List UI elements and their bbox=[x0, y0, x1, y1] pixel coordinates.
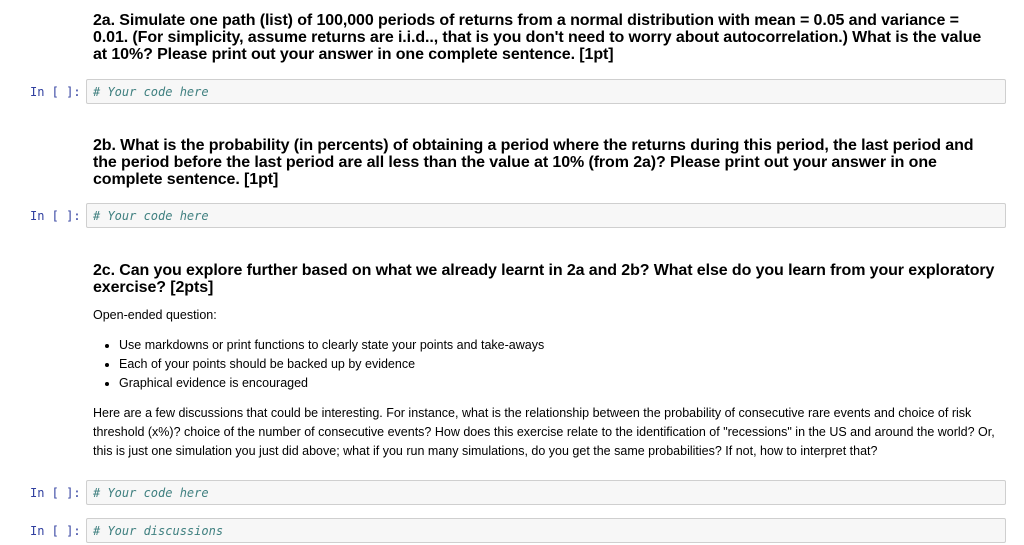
cell-prompt: In [ ]: bbox=[30, 524, 81, 538]
code-cell-2b[interactable] bbox=[86, 203, 1006, 228]
markdown-cell-2b[interactable] bbox=[93, 137, 998, 188]
code-comment[interactable]: # Your discussions bbox=[93, 524, 224, 538]
code-cell-discussion[interactable] bbox=[86, 518, 1006, 543]
code-cell-2c[interactable] bbox=[86, 480, 1006, 505]
question-2c-heading: 2c. Can you explore further based on what we already learnt in 2a and 2b? What else do you learn from your exploratory exercise? [2pts] bbox=[93, 262, 995, 296]
bullet-list bbox=[93, 336, 998, 393]
cell-prompt: In [ ]: bbox=[30, 486, 81, 500]
list-item: • Each of your points should be backed up by evidence bbox=[119, 355, 998, 374]
cell-prompt: In [ ]: bbox=[30, 209, 81, 223]
cell-prompt: In [ ]: bbox=[30, 85, 81, 99]
code-comment[interactable]: # Your code here bbox=[93, 85, 209, 99]
list-item: • Graphical evidence is encouraged bbox=[119, 374, 998, 393]
markdown-cell-2c[interactable] bbox=[93, 262, 998, 461]
intro-text: Open-ended question: bbox=[93, 308, 217, 322]
code-comment[interactable]: # Your code here bbox=[93, 486, 209, 500]
question-2b-heading: 2b. What is the probability (in percents) of obtaining a period where the returns during this period, the last period and the period before the last period are all less than the value at 10% (from 2a)? Please print out your answer in one complete sentence. [1pt] bbox=[93, 137, 974, 188]
markdown-cell-2a[interactable] bbox=[93, 12, 998, 63]
code-comment[interactable]: # Your code here bbox=[93, 209, 209, 223]
discussion-text: Here are a few discussions that could be interesting. For instance, what is the relationship between the probability of consecutive rare events and choice of risk threshold (x%)? choice of the number of consecutive events? How does this exercise relate to the identification of "recessions" in the US and around the world? Or, this is just one simulation you just did above; what if you run many simulations, do you get the same probabilities? If not, how to interpret that? bbox=[93, 406, 995, 458]
question-2a-heading: 2a. Simulate one path (list) of 100,000 periods of returns from a normal distribution with mean = 0.05 and variance = 0.01. (For simplicity, assume returns are i.i.d.., that is you don't need to worry about autocorrelation.) What is the value at 10%? Please print out your answer in one complete sentence. [1pt] bbox=[93, 12, 982, 63]
code-cell-2a[interactable] bbox=[86, 79, 1006, 104]
list-item: • Use markdowns or print functions to clearly state your points and take-aways bbox=[119, 336, 998, 355]
